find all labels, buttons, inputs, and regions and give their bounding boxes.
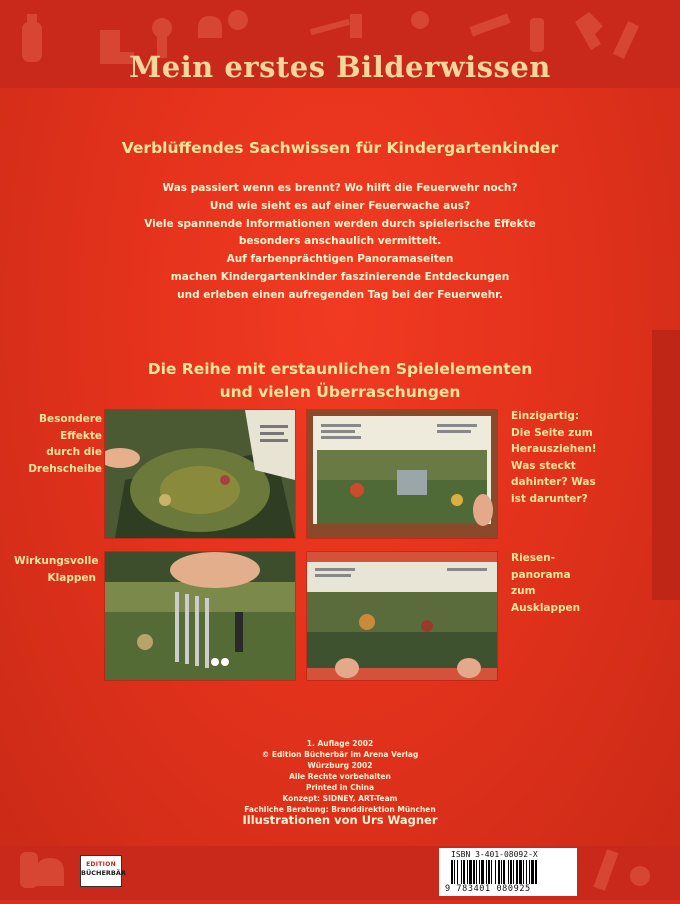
- barcode: [439, 848, 577, 896]
- description-line: besonders anschaulich vermittelt.: [238, 235, 442, 248]
- subheadline-line: und vielen Überraschungen: [219, 383, 461, 401]
- description-line: Auf farbenprächtigen Panoramaseiten: [226, 253, 454, 266]
- isbn-label: ISBN 3-401-08092-X: [451, 850, 538, 859]
- publisher-logo: EDITION BÜCHERBÄR: [80, 855, 122, 887]
- description-line: Was passiert wenn es brennt? Wo hilft die Feuerwehr noch?: [162, 182, 518, 194]
- headline: Verblüffendes Sachwissen für Kindergartenkinder: [121, 139, 559, 157]
- subheadline-line: Die Reihe mit erstaunlichen Spielelementen: [147, 360, 533, 378]
- series-title: Mein erstes Bilderwissen: [129, 50, 551, 84]
- photo-flaps: [105, 552, 295, 680]
- description-line: und erleben einen aufregenden Tag bei der Feuerwehr.: [177, 288, 503, 301]
- feature-label-pullout-page: Einzigartig: Die Seite zum Herausziehen! Was steckt dahinter? Was ist darunter?: [511, 410, 597, 505]
- description-line: Viele spannende Informationen werden durch spielerische Effekte: [144, 217, 536, 230]
- photo-pullout-page: [307, 410, 497, 538]
- feature-label-panorama: Riesen- panorama zum Ausklappen: [511, 552, 581, 614]
- photo-panorama: [307, 552, 497, 680]
- description-line: machen Kindergartenkinder faszinierende Entdeckungen: [170, 270, 510, 283]
- publication-credits: 1. Auflage 2002 © Edition Bücherbär im Arena Verlag Würzburg 2002 Alle Rechte vorbehalten Printed in China Konzept: SIDNEY, ART-Team Fachliche Beratung: Branddirektion München: [244, 739, 436, 814]
- description-line: Und wie sieht es auf einer Feuerwache aus?: [209, 199, 471, 212]
- subheadline: [0, 358, 680, 404]
- description: [0, 180, 680, 305]
- feature-label-turntable: Besondere Effekte durch die Drehscheibe: [28, 413, 102, 475]
- ean-number: 9 783401 080925: [445, 884, 531, 894]
- feature-label-flaps: Wirkungsvolle Klappen: [14, 555, 99, 584]
- illustrator-credit: Illustrationen von Urs Wagner: [242, 813, 438, 827]
- photo-turntable: [105, 410, 295, 538]
